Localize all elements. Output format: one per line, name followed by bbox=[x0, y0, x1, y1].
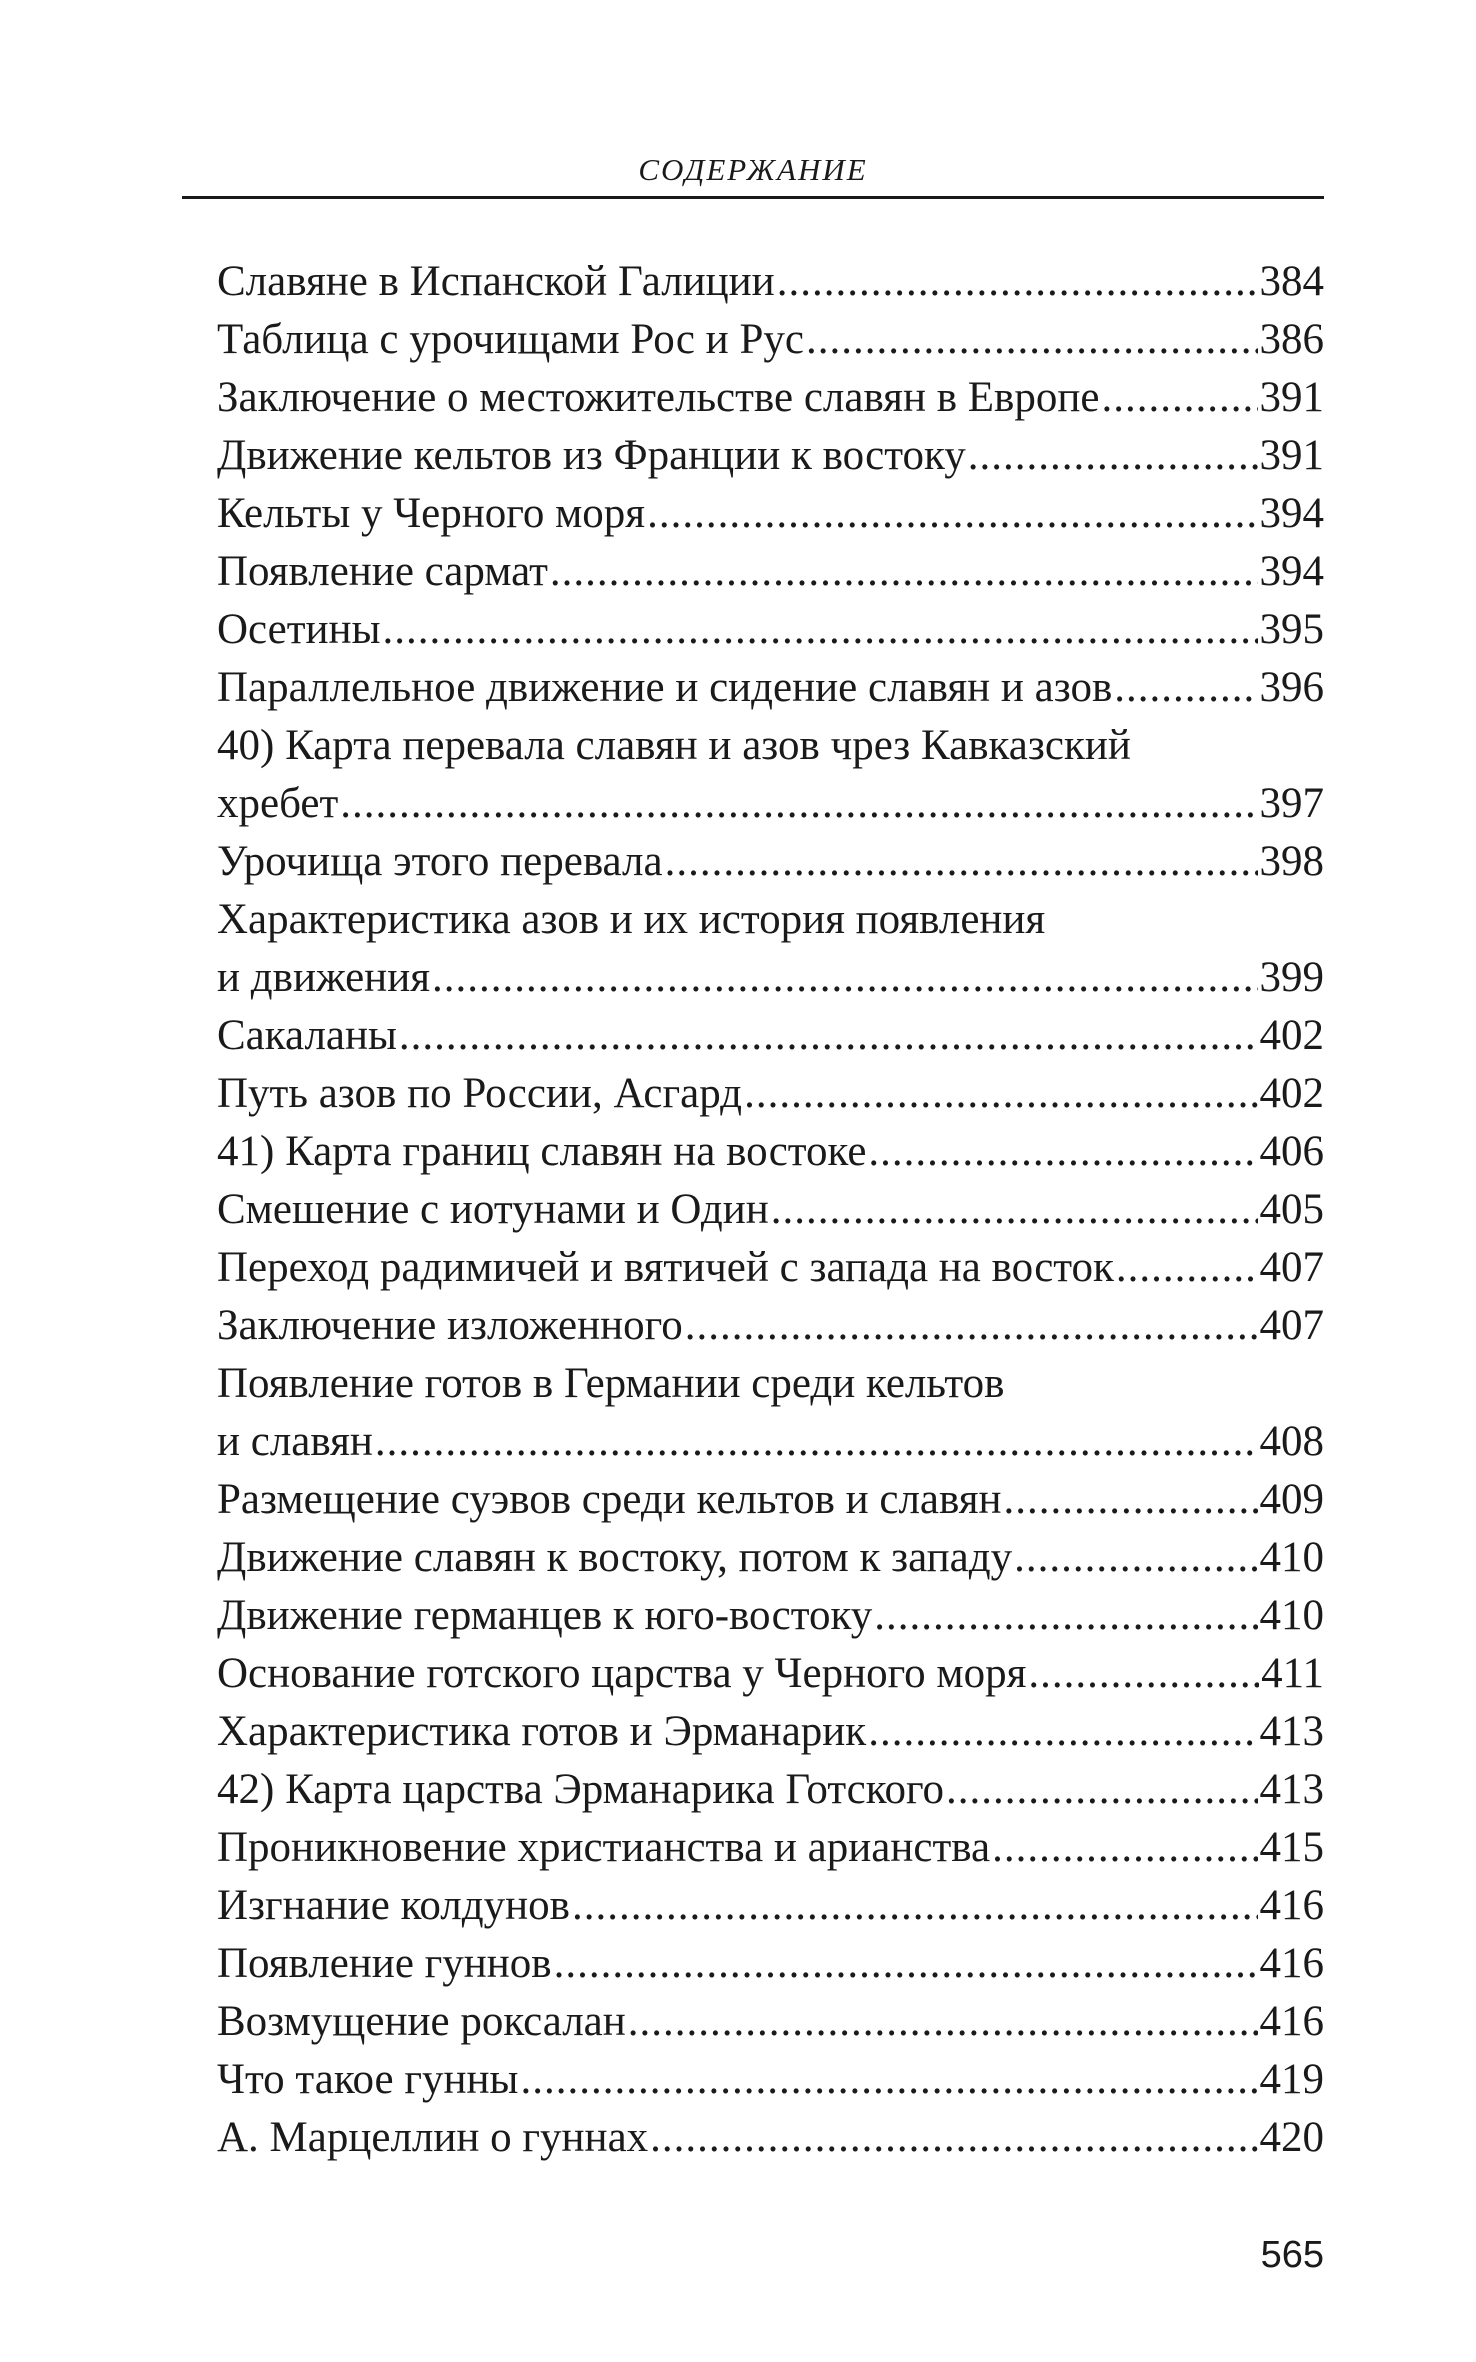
toc-entry bbox=[217, 1935, 1324, 1993]
dot-leader bbox=[777, 253, 1258, 311]
dot-leader bbox=[647, 485, 1257, 543]
toc-entry-page: 411 bbox=[1261, 1650, 1324, 1697]
toc-entry-page: 410 bbox=[1259, 1592, 1324, 1639]
toc-entry-title: Кельты у Черного моря bbox=[217, 490, 646, 537]
toc-entry-title: и движения bbox=[217, 954, 430, 1001]
dot-leader bbox=[868, 1123, 1257, 1181]
dot-leader bbox=[650, 2109, 1257, 2167]
toc-entry-page: 416 bbox=[1259, 1940, 1324, 1987]
toc-entry-title: Урочища этого перевала bbox=[217, 838, 663, 885]
dot-leader bbox=[968, 427, 1258, 485]
dot-leader bbox=[399, 1007, 1258, 1065]
toc-entry-title: Смешение с иотунами и Один bbox=[217, 1186, 769, 1233]
dot-leader bbox=[375, 1413, 1258, 1471]
toc-entry-page: 413 bbox=[1259, 1766, 1324, 1813]
toc-entry-page: 410 bbox=[1259, 1534, 1324, 1581]
toc-entry-title: Движение германцев к юго-востоку bbox=[217, 1592, 873, 1639]
dot-leader bbox=[1028, 1645, 1259, 1703]
running-head: СОДЕРЖАНИЕ bbox=[638, 152, 868, 187]
toc-entry bbox=[217, 1239, 1324, 1297]
toc-entry-title: Заключение изложенного bbox=[217, 1302, 683, 1349]
toc-entry-page: 386 bbox=[1259, 316, 1324, 363]
dot-leader bbox=[685, 1297, 1258, 1355]
toc-entry bbox=[217, 543, 1324, 601]
toc-entry bbox=[217, 1297, 1324, 1355]
toc-entry-title-first-line: 40) Карта перевала славян и азов чрез Кавказский bbox=[217, 722, 1131, 769]
toc-entry-page: 384 bbox=[1259, 258, 1324, 305]
toc-entry-page: 409 bbox=[1259, 1476, 1324, 1523]
toc-entry-title: Осетины bbox=[217, 606, 381, 653]
toc-entry bbox=[217, 2109, 1324, 2167]
toc-entry bbox=[217, 1877, 1324, 1935]
toc-entry bbox=[217, 1645, 1324, 1703]
toc-entry-page: 419 bbox=[1259, 2056, 1324, 2103]
toc-entry bbox=[217, 2051, 1324, 2109]
toc-entry bbox=[217, 1065, 1324, 1123]
toc-entry-page: 416 bbox=[1259, 1998, 1324, 2045]
table-of-contents bbox=[217, 253, 1324, 2167]
dot-leader bbox=[628, 1993, 1258, 2051]
toc-entry-page: 416 bbox=[1259, 1882, 1324, 1929]
toc-entry-page: 407 bbox=[1259, 1244, 1324, 1291]
toc-entry bbox=[217, 601, 1324, 659]
toc-entry-page: 395 bbox=[1259, 606, 1324, 653]
toc-entry bbox=[217, 311, 1324, 369]
dot-leader bbox=[744, 1065, 1257, 1123]
toc-entry-page: 398 bbox=[1259, 838, 1324, 885]
toc-entry-page: 391 bbox=[1259, 374, 1324, 421]
toc-entry bbox=[217, 1993, 1324, 2051]
toc-entry-page: 391 bbox=[1259, 432, 1324, 479]
toc-entry-page: 415 bbox=[1259, 1824, 1324, 1871]
toc-entry-title: Таблица с урочищами Рос и Рус bbox=[217, 316, 804, 363]
toc-entry-title: Проникновение христианства и арианства bbox=[217, 1824, 991, 1871]
toc-entry bbox=[217, 1471, 1324, 1529]
toc-entry bbox=[217, 1819, 1324, 1877]
toc-entry-page: 413 bbox=[1259, 1708, 1324, 1755]
toc-entry-page: 399 bbox=[1259, 954, 1324, 1001]
dot-leader bbox=[1114, 659, 1257, 717]
toc-entry bbox=[217, 1355, 1324, 1471]
dot-leader bbox=[1101, 369, 1257, 427]
toc-entry-title: А. Марцеллин о гуннах bbox=[217, 2114, 649, 2161]
dot-leader bbox=[340, 775, 1257, 833]
toc-entry-title: и славян bbox=[217, 1418, 373, 1465]
header-rule bbox=[182, 196, 1324, 199]
toc-entry-page: 406 bbox=[1259, 1128, 1324, 1175]
toc-entry-page: 396 bbox=[1259, 664, 1324, 711]
toc-entry-title: Переход радимичей и вятичей с запада на восток bbox=[217, 1244, 1114, 1291]
toc-entry-title: Движение славян к востоку, потом к западу bbox=[217, 1534, 1013, 1581]
toc-entry bbox=[217, 659, 1324, 717]
toc-entry bbox=[217, 1181, 1324, 1239]
dot-leader bbox=[946, 1761, 1257, 1819]
dot-leader bbox=[382, 601, 1257, 659]
toc-entry bbox=[217, 369, 1324, 427]
dot-leader bbox=[665, 833, 1258, 891]
dot-leader bbox=[572, 1877, 1258, 1935]
toc-entry-page: 405 bbox=[1259, 1186, 1324, 1233]
toc-entry-page: 394 bbox=[1259, 490, 1324, 537]
dot-leader bbox=[868, 1703, 1257, 1761]
toc-entry-title: Появление сармат bbox=[217, 548, 548, 595]
toc-entry bbox=[217, 485, 1324, 543]
dot-leader bbox=[1014, 1529, 1257, 1587]
toc-entry-title: Параллельное движение и сидение славян и азов bbox=[217, 664, 1113, 711]
toc-entry-title: Появление гуннов bbox=[217, 1940, 552, 1987]
toc-entry bbox=[217, 1007, 1324, 1065]
dot-leader bbox=[550, 543, 1258, 601]
toc-entry-title: Характеристика готов и Эрманарик bbox=[217, 1708, 867, 1755]
dot-leader bbox=[432, 949, 1258, 1007]
toc-entry-title: Размещение суэвов среди кельтов и славян bbox=[217, 1476, 1002, 1523]
toc-entry-page: 402 bbox=[1259, 1012, 1324, 1059]
dot-leader bbox=[992, 1819, 1257, 1877]
toc-entry-title-first-line: Появление готов в Германии среди кельтов bbox=[217, 1360, 1005, 1407]
toc-entry-title-first-line: Характеристика азов и их история появления bbox=[217, 896, 1046, 943]
toc-entry-title: 42) Карта царства Эрманарика Готского bbox=[217, 1766, 945, 1813]
page-number: 565 bbox=[1260, 2234, 1324, 2276]
toc-entry-title: Движение кельтов из Франции к востоку bbox=[217, 432, 966, 479]
toc-entry-title: Изгнание колдунов bbox=[217, 1882, 570, 1929]
toc-entry-title: Сакаланы bbox=[217, 1012, 397, 1059]
dot-leader bbox=[1004, 1471, 1258, 1529]
toc-entry-title: Возмущение роксалан bbox=[217, 1998, 626, 2045]
toc-entry-page: 407 bbox=[1259, 1302, 1324, 1349]
toc-entry-title: Основание готского царства у Черного моря bbox=[217, 1650, 1027, 1697]
toc-entry-page: 402 bbox=[1259, 1070, 1324, 1117]
toc-entry-page: 420 bbox=[1259, 2114, 1324, 2161]
dot-leader bbox=[806, 311, 1258, 369]
toc-entry-title: Что такое гунны bbox=[217, 2056, 519, 2103]
toc-entry bbox=[217, 1587, 1324, 1645]
toc-entry bbox=[217, 833, 1324, 891]
toc-entry bbox=[217, 891, 1324, 1007]
toc-entry bbox=[217, 1761, 1324, 1819]
toc-entry bbox=[217, 1703, 1324, 1761]
toc-entry-title: хребет bbox=[217, 780, 339, 827]
dot-leader bbox=[554, 1935, 1258, 1993]
toc-entry-page: 408 bbox=[1259, 1418, 1324, 1465]
toc-entry-page: 394 bbox=[1259, 548, 1324, 595]
dot-leader bbox=[1116, 1239, 1258, 1297]
dot-leader bbox=[771, 1181, 1258, 1239]
toc-entry-title: Путь азов по России, Асгард bbox=[217, 1070, 743, 1117]
toc-entry-title: Заключение о местожительстве славян в Европе bbox=[217, 374, 1100, 421]
toc-entry-title: Славяне в Испанской Галиции bbox=[217, 258, 775, 305]
toc-entry bbox=[217, 253, 1324, 311]
toc-entry-title: 41) Карта границ славян на востоке bbox=[217, 1128, 867, 1175]
toc-entry bbox=[217, 717, 1324, 833]
dot-leader bbox=[520, 2051, 1257, 2109]
toc-entry bbox=[217, 427, 1324, 485]
dot-leader bbox=[874, 1587, 1257, 1645]
toc-entry bbox=[217, 1123, 1324, 1181]
toc-entry bbox=[217, 1529, 1324, 1587]
toc-entry-page: 397 bbox=[1259, 780, 1324, 827]
